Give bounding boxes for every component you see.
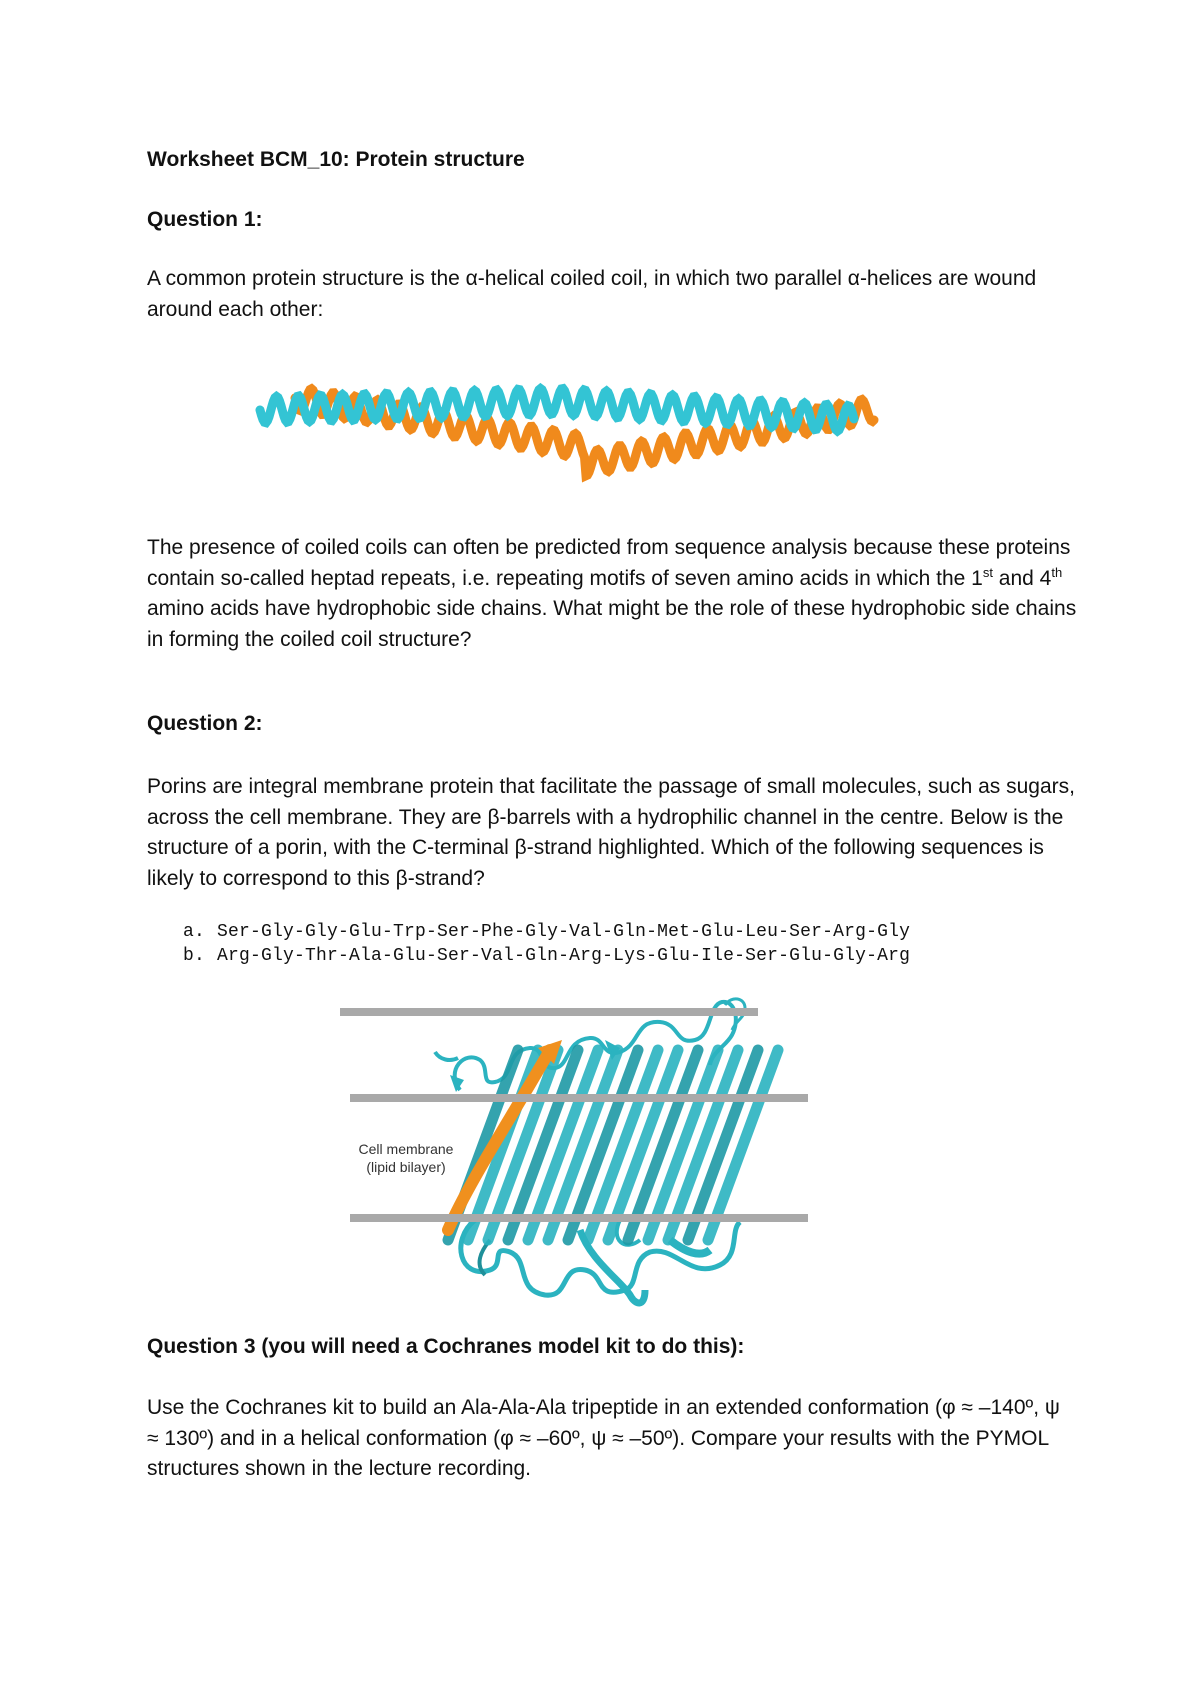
question-1-intro: A common protein structure is the α-helical coiled coil, in which two parallel α-helices are wound around each other: xyxy=(147,267,1037,321)
question-1-heading: Question 1: xyxy=(147,208,263,231)
question-3-heading: Question 3 (you will need a Cochranes model kit to do this): xyxy=(147,1335,745,1358)
membrane-label: Cell membrane (lipid bilayer) xyxy=(358,1141,454,1175)
membrane-lower-line xyxy=(350,1214,808,1222)
question-2-body: Porins are integral membrane protein that facilitate the passage of small molecules, such as sugars, across the cell membrane. They are β-barrels with a hydrophilic channel in the centre. Below is the structure of a porin, with the C-terminal β-strand highlighted. Which of the following sequences is likely to correspond to this β-strand? xyxy=(147,775,1075,890)
document-title: Worksheet BCM_10: Protein structure xyxy=(147,148,525,171)
question-2-heading: Question 2: xyxy=(147,712,263,735)
sequence-option-a: a. Ser-Gly-Gly-Glu-Trp-Ser-Phe-Gly-Val-Gln-Met-Glu-Leu-Ser-Arg-Gly xyxy=(183,922,911,942)
question-1-body: The presence of coiled coils can often be predicted from sequence analysis because these proteins contain so-called heptad repeats, i.e. repeating motifs of seven amino acids in which the 1st and 4th amino acids have hydrophobic side chains. What might be the role of these hydrophobic side chains in forming the coiled coil structure? xyxy=(147,536,1077,651)
question-3-body: Use the Cochranes kit to build an Ala-Ala-Ala tripeptide in an extended conformation (φ ≈ –140º, ψ ≈ 130º) and in a helical conformation (φ ≈ –60º, ψ ≈ –50º). Compare your results with the PYMOL structures shown in the lecture recording. xyxy=(147,1396,1060,1480)
helix-ribbon xyxy=(260,389,854,431)
membrane-upper-line xyxy=(350,1094,808,1102)
sequence-option-b: b. Arg-Gly-Thr-Ala-Glu-Ser-Val-Gln-Arg-Lys-Glu-Ile-Ser-Glu-Gly-Arg xyxy=(183,946,911,966)
coiled-coil-figure xyxy=(255,380,880,490)
